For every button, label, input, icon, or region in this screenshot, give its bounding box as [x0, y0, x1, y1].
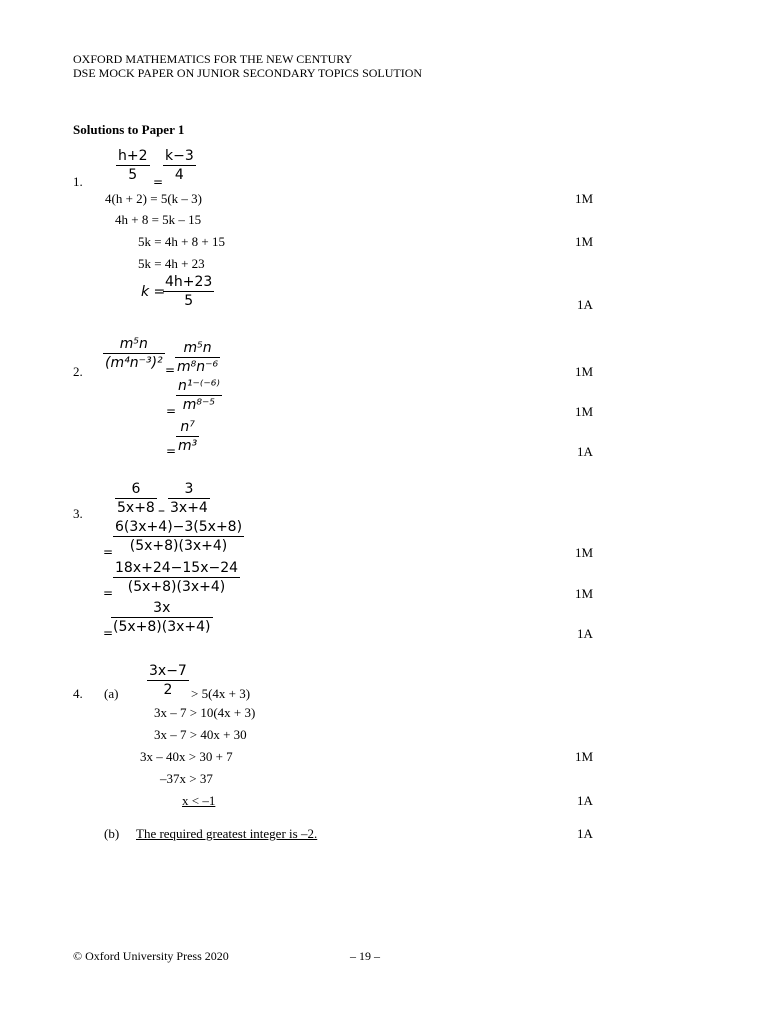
numerator: h+2 [118, 148, 148, 164]
mark: 1A [577, 826, 593, 841]
header-title-line1: OXFORD MATHEMATICS FOR THE NEW CENTURY [73, 52, 353, 66]
denominator: m⁸⁻⁵ [182, 397, 216, 414]
fraction [176, 420, 199, 455]
working-line: 3x – 7 > 40x + 30 [154, 727, 247, 742]
mark: 1A [577, 297, 593, 312]
numerator: n¹⁻⁽⁻⁶⁾ [178, 378, 220, 394]
question-number: 1. [73, 174, 83, 189]
mark: 1M [575, 545, 594, 560]
mark: 1M [575, 234, 594, 249]
page-number: – 19 – [350, 949, 380, 963]
mark: 1A [577, 444, 593, 459]
fraction [113, 561, 240, 596]
denominator: 5 [128, 167, 138, 184]
numerator: 6 [131, 481, 141, 497]
answer-line: x < –1 [182, 793, 216, 808]
equals-sign: = [103, 586, 114, 600]
answer-line: The required greatest integer is –2. [136, 826, 318, 841]
numerator: m⁵n [119, 336, 148, 352]
mark: 1M [575, 586, 594, 601]
inequality-rhs: > 5(4x + 3) [191, 686, 251, 701]
mark: 1A [577, 793, 593, 808]
equals-sign: = [103, 545, 114, 559]
denominator: (m⁴n⁻³)² [105, 355, 163, 372]
fraction [116, 149, 150, 184]
fraction [163, 275, 214, 310]
mark: 1M [575, 191, 594, 206]
working-line: 5k = 4h + 8 + 15 [138, 234, 225, 249]
fraction [147, 664, 189, 699]
equals-sign: = [103, 626, 114, 640]
denominator: (5x+8)(3x+4) [127, 579, 226, 596]
fraction [113, 520, 244, 555]
fraction [176, 379, 222, 414]
working-line: 3x – 40x > 30 + 7 [140, 749, 233, 764]
numerator: m⁵n [183, 340, 212, 356]
question-number: 2. [73, 364, 83, 379]
denominator: m³ [178, 438, 198, 455]
working-line: 4h + 8 = 5k – 15 [115, 212, 202, 227]
numerator: 4h+23 [165, 274, 213, 290]
numerator: 3x−7 [149, 663, 187, 679]
working-line: 4(h + 2) = 5(k – 3) [105, 191, 202, 206]
denominator: 2 [163, 682, 173, 699]
denominator: 5x+8 [117, 500, 155, 517]
numerator: 3x [153, 600, 171, 616]
numerator: n⁷ [180, 419, 195, 435]
working-line: 3x – 7 > 10(4x + 3) [154, 705, 256, 720]
part-label: (a) [104, 686, 119, 701]
mark: 1A [577, 626, 593, 641]
part-label: (b) [104, 826, 120, 841]
mark: 1M [575, 364, 594, 379]
fraction [103, 337, 165, 372]
header-title-line2: DSE MOCK PAPER ON JUNIOR SECONDARY TOPICS SOLUTION [73, 66, 423, 80]
equals-sign: = [166, 404, 177, 418]
question-number: 4. [73, 686, 83, 701]
denominator: m⁸n⁻⁶ [177, 359, 219, 376]
denominator: (5x+8)(3x+4) [129, 538, 228, 555]
denominator: 5 [184, 293, 194, 310]
equals-sign: = [166, 444, 177, 458]
numerator: 6(3x+4)−3(5x+8) [115, 519, 243, 535]
section-title: Solutions to Paper 1 [73, 122, 185, 137]
equals-sign: = [153, 175, 164, 189]
question-number: 3. [73, 506, 83, 521]
numerator: 3 [184, 481, 194, 497]
denominator: (5x+8)(3x+4) [113, 619, 211, 636]
equals-sign: = [165, 363, 176, 377]
footer-copyright: © Oxford University Press 2020 [73, 949, 229, 963]
fraction [175, 341, 220, 376]
denominator: 4 [174, 167, 184, 184]
fraction [115, 482, 157, 517]
denominator: 3x+4 [170, 500, 208, 517]
fraction [168, 482, 210, 517]
mark: 1M [575, 749, 594, 764]
fraction [163, 149, 196, 184]
mark: 1M [575, 404, 594, 419]
numerator: k−3 [165, 148, 194, 164]
numerator: 18x+24−15x−24 [115, 560, 239, 576]
working-line: –37x > 37 [160, 771, 213, 786]
k-label: k = [141, 284, 166, 300]
minus-sign: – [158, 503, 165, 519]
fraction [111, 601, 213, 636]
working-line: 5k = 4h + 23 [138, 256, 205, 271]
